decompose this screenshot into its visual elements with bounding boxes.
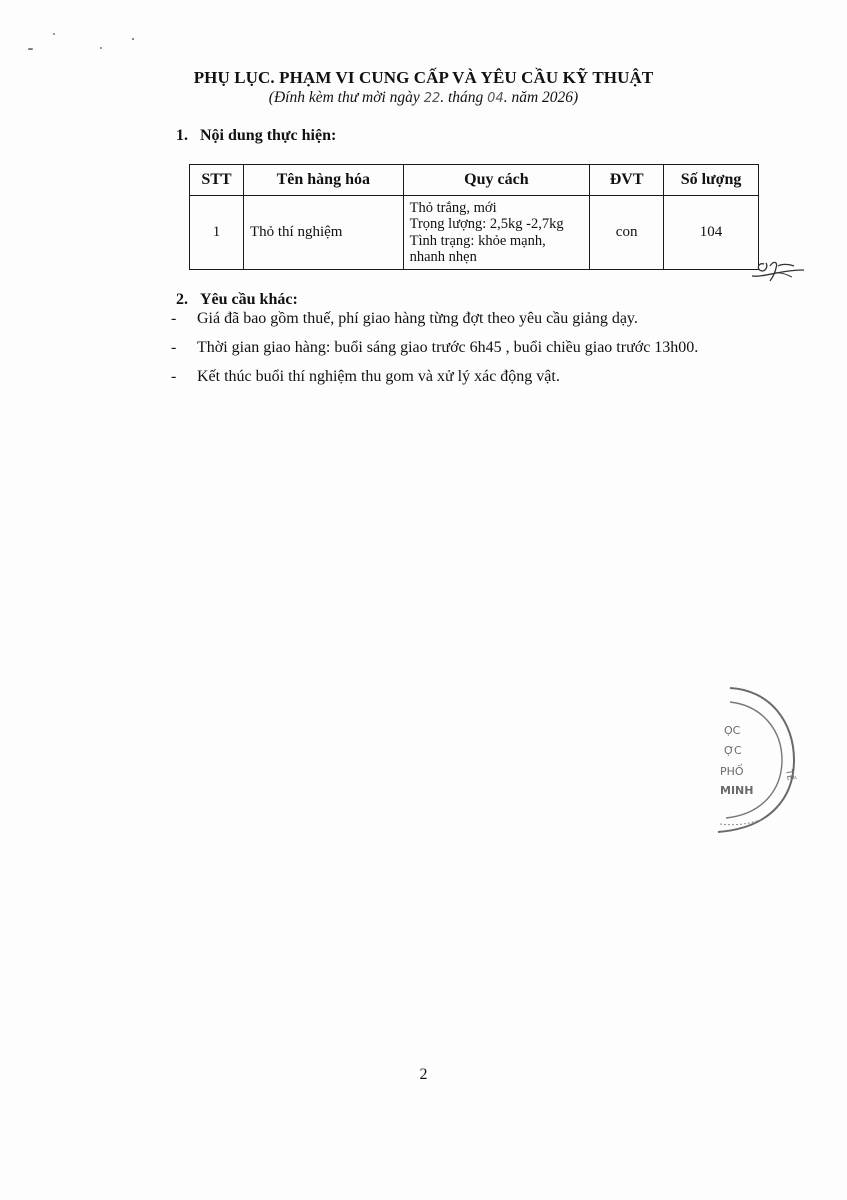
svg-text:MINH: MINH: [720, 784, 754, 797]
official-seal-stamp: [690, 680, 800, 840]
list-item: [171, 368, 811, 386]
spec-line: nhanh nhẹn: [409, 249, 477, 265]
document-title: PHỤ LỤC. PHẠM VI CUNG CẤP VÀ YÊU CẦU KỸ THUẬT: [193, 68, 654, 87]
scan-speck: [28, 48, 33, 50]
cell-item-name: Thỏ thí nghiệm: [243, 196, 403, 270]
cell-stt: 1: [190, 196, 244, 270]
list-item: [171, 310, 811, 328]
spec-line: Tình trạng: khỏe mạnh,: [409, 232, 546, 249]
section-2-title: Yêu cầu khác:: [200, 291, 298, 308]
scan-speck: [132, 38, 134, 40]
handwritten-initials-signature: [748, 250, 810, 284]
section-2-number: 2.: [176, 291, 188, 308]
header-quantity: Số lượng: [664, 165, 759, 196]
svg-text:PHỐ: PHỐ: [720, 765, 744, 778]
cell-specification: [403, 196, 590, 270]
header-unit: ĐVT: [590, 165, 664, 196]
section-2-heading: [176, 291, 298, 309]
header-specification: Quy cách: [403, 165, 590, 196]
spec-line: Thỏ trắng, mới: [409, 199, 497, 216]
svg-text:TẾ: TẾ: [783, 768, 795, 782]
bullet-dash: -: [171, 368, 177, 385]
table-row: [190, 196, 759, 270]
spec-line: Trọng lượng: 2,5kg -2,7kg: [409, 216, 564, 232]
list-item-text: Thời gian giao hàng: buổi sáng giao trước 6h45 , buổi chiều giao trước 13h00.: [197, 339, 699, 356]
bullet-dash: -: [171, 310, 177, 327]
list-item: [171, 339, 811, 357]
specification-table: [189, 164, 759, 270]
subtitle-day: 22: [423, 91, 441, 106]
section-1-title: Nội dung thực hiện:: [200, 127, 337, 144]
subtitle-month: 04: [487, 91, 504, 106]
document-subtitle: [0, 89, 847, 107]
list-item-text: Kết thúc buổi thí nghiệm thu gom và xử lý xác động vật.: [197, 368, 560, 385]
bullet-dash: -: [171, 339, 177, 356]
subtitle-month-label: . tháng: [440, 89, 488, 106]
page-number: 2: [419, 1066, 428, 1083]
subtitle-suffix: . năm 2026): [503, 89, 579, 106]
table-header-row: [190, 165, 759, 196]
scan-speck: [53, 33, 55, 35]
section-1-number: 1.: [176, 127, 188, 144]
svg-text:ỌC: ỌC: [724, 724, 741, 737]
requirements-list: [171, 310, 811, 397]
header-stt: STT: [190, 165, 244, 196]
svg-text:ỢC: ỢC: [724, 744, 742, 757]
cell-unit: con: [590, 196, 664, 270]
cell-quantity: 104: [664, 196, 759, 270]
scan-speck: [100, 47, 102, 49]
header-item-name: Tên hàng hóa: [243, 165, 403, 196]
list-item-text: Giá đã bao gồm thuế, phí giao hàng từng đợt theo yêu cầu giảng dạy.: [197, 310, 638, 327]
section-1-heading: [176, 127, 336, 145]
subtitle-prefix: (Đính kèm thư mời ngày: [268, 89, 424, 106]
